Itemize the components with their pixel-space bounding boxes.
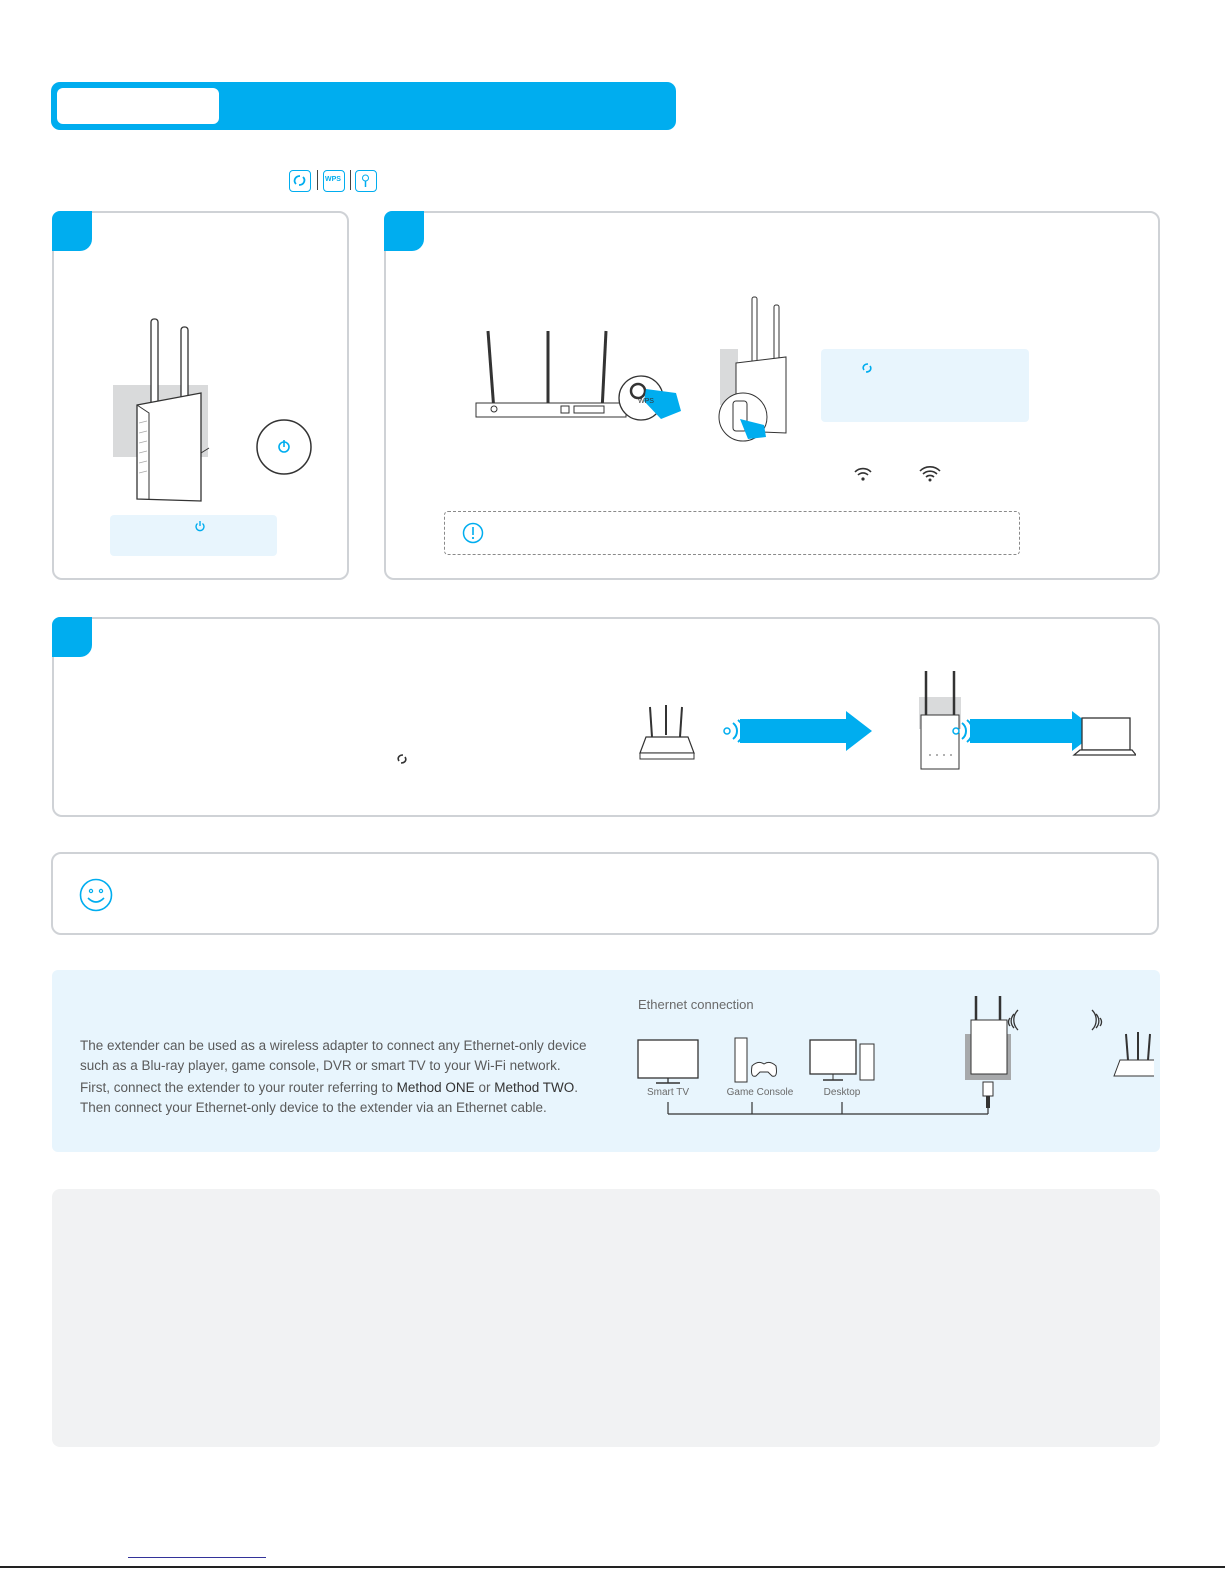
ethernet-paragraph-3: Then connect your Ethernet-only device to the extender via an Ethernet cable. <box>80 1100 547 1115</box>
power-led-note <box>110 515 277 556</box>
wps-mode-icon <box>323 170 345 192</box>
step-tab-1 <box>52 211 92 251</box>
bottom-panel <box>52 1189 1160 1447</box>
ethernet-section <box>52 970 1160 1152</box>
desktop-icon <box>810 1040 874 1080</box>
step-tab-3 <box>52 617 92 657</box>
step-panel-3 <box>52 617 1160 817</box>
touch-mode-icon <box>355 170 377 192</box>
extender-icon <box>919 671 961 769</box>
step-tab-2 <box>384 211 424 251</box>
router-icon <box>1114 1032 1154 1076</box>
header-label-box <box>57 88 219 124</box>
extender-plugged-illustration <box>109 313 329 513</box>
power-icon <box>194 520 206 532</box>
step-panel-2 <box>384 211 1160 580</box>
ethernet-diagram <box>634 990 1154 1140</box>
ethernet-paragraph-2: First, connect the extender to your router referring to Method ONE or Method TWO. <box>80 1080 579 1095</box>
ethernet-diagram-title: Ethernet connection <box>638 997 754 1012</box>
step-panel-1 <box>52 211 349 580</box>
notice-box <box>444 511 1020 555</box>
device-label-smart-tv: Smart TV <box>646 1087 690 1098</box>
sync-icon <box>396 753 408 765</box>
router-icon <box>640 705 694 759</box>
smart-tv-icon <box>638 1040 698 1083</box>
game-console-icon <box>735 1038 777 1082</box>
footer-link-underline <box>128 1557 266 1558</box>
wifi-icon <box>919 466 941 482</box>
router-wps-label: WPS <box>638 398 654 405</box>
network-flow-diagram <box>636 663 1136 773</box>
ethernet-paragraph-1: The extender can be used as a wireless adapter to connect any Ethernet-only device such as a Blu-ray player, game console, DVR or smart TV to your Wi-Fi network. <box>80 1038 587 1073</box>
exclamation-icon <box>462 522 484 544</box>
device-label-desktop: Desktop <box>823 1087 861 1098</box>
signal-led-note <box>821 349 1029 422</box>
laptop-icon <box>1074 718 1136 755</box>
ethernet-description <box>80 1036 590 1118</box>
device-label-game-console: Game Console <box>726 1087 794 1098</box>
footer-rule <box>0 1566 1225 1568</box>
wps-mode-label: WPS <box>325 176 341 183</box>
header-bar <box>51 82 676 130</box>
router-wps-illustration <box>466 323 696 423</box>
method-two-text: Method TWO <box>494 1080 575 1095</box>
sync-icon <box>861 362 873 374</box>
extender-icon <box>965 996 1011 1108</box>
smiley-icon <box>79 878 113 912</box>
method-one-text: Method ONE <box>396 1080 475 1095</box>
ethernet-cable-lines <box>668 1102 988 1114</box>
sync-mode-icon <box>289 170 311 192</box>
separator <box>317 170 318 190</box>
wifi-waves-icon <box>1008 1010 1101 1030</box>
separator <box>350 170 351 190</box>
wifi-icon <box>853 466 873 482</box>
tip-panel <box>51 852 1159 935</box>
extender-button-illustration <box>716 293 796 443</box>
